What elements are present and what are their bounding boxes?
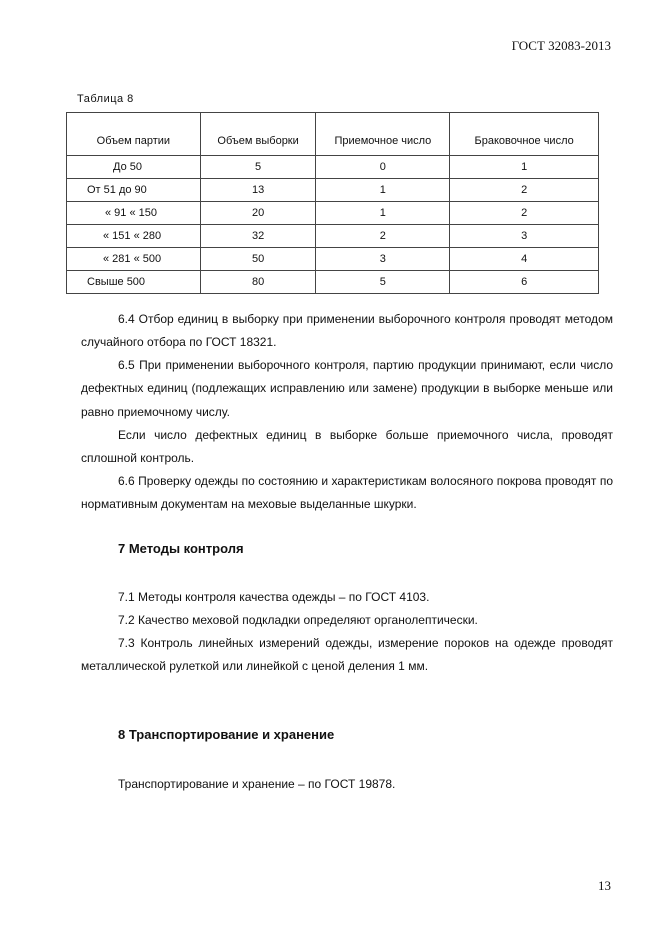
table-header-row [67,113,599,156]
cell-acceptance-number: 0 [316,156,450,179]
cell-sample-size: 80 [200,271,316,294]
cell-acceptance-number: 2 [316,225,450,248]
paragraph-6-5: 6.5 При применении выборочного контроля, партию продукции принимают, если число дефектных единиц (подлежащих исправлению или замене) продукции в выборке меньше или равно приемочному числу. [81,358,613,419]
cell-acceptance-number: 1 [316,202,450,225]
cell-lot-size: От 51 до 90 [67,179,201,202]
sampling-table [66,112,599,294]
cell-rejection-number: 3 [450,225,599,248]
cell-acceptance-number: 5 [316,271,450,294]
column-header-acceptance-number: Приемочное число [316,113,450,156]
document-code: ГОСТ 32083-2013 [511,38,611,53]
page-number: 13 [598,878,611,893]
cell-lot-size: Свыше 500 [67,271,201,294]
paragraph-7-1: 7.1 Методы контроля качества одежды – по ГОСТ 4103. [118,590,430,604]
cell-lot-size: До 50 [67,156,201,179]
paragraph-6-5-continued: Если число дефектных единиц в выборке больше приемочного числа, проводят сплошной контроль. [81,428,613,466]
column-header-sample-size: Объем выборки [200,113,316,156]
paragraph-7-2: 7.2 Качество меховой подкладки определяют органолептически. [118,613,478,627]
paragraph-8: Транспортирование и хранение – по ГОСТ 19878. [118,777,396,791]
table-caption: Таблица 8 [77,93,134,105]
table-row [67,271,599,294]
column-header-rejection-number: Браковочное число [450,113,599,156]
section-heading-8: 8 Транспортирование и хранение [118,727,335,742]
cell-sample-size: 5 [200,156,316,179]
cell-rejection-number: 1 [450,156,599,179]
paragraph-7-3: 7.3 Контроль линейных измерений одежды, измерение пороков на одежде проводят металлической рулеткой или линейкой с ценой деления 1 мм. [81,636,613,674]
cell-acceptance-number: 3 [316,248,450,271]
cell-rejection-number: 4 [450,248,599,271]
paragraph-6-4: 6.4 Отбор единиц в выборку при применении выборочного контроля проводят методом случайного отбора по ГОСТ 18321. [81,312,613,350]
cell-rejection-number: 2 [450,202,599,225]
cell-acceptance-number: 1 [316,179,450,202]
cell-lot-size: « 281 « 500 [67,248,201,271]
cell-lot-size: « 151 « 280 [67,225,201,248]
cell-rejection-number: 2 [450,179,599,202]
cell-rejection-number: 6 [450,271,599,294]
cell-sample-size: 20 [200,202,316,225]
cell-sample-size: 50 [200,248,316,271]
table-row [67,156,599,179]
column-header-lot-size: Объем партии [67,113,201,156]
cell-sample-size: 13 [200,179,316,202]
table-row [67,248,599,271]
cell-lot-size: « 91 « 150 [67,202,201,225]
section-heading-7: 7 Методы контроля [118,541,244,556]
table-row [67,202,599,225]
table-row [67,225,599,248]
cell-sample-size: 32 [200,225,316,248]
paragraph-6-6: 6.6 Проверку одежды по состоянию и характеристикам волосяного покрова проводят по нормативным документам на меховые выделанные шкурки. [81,474,613,512]
table-row [67,179,599,202]
